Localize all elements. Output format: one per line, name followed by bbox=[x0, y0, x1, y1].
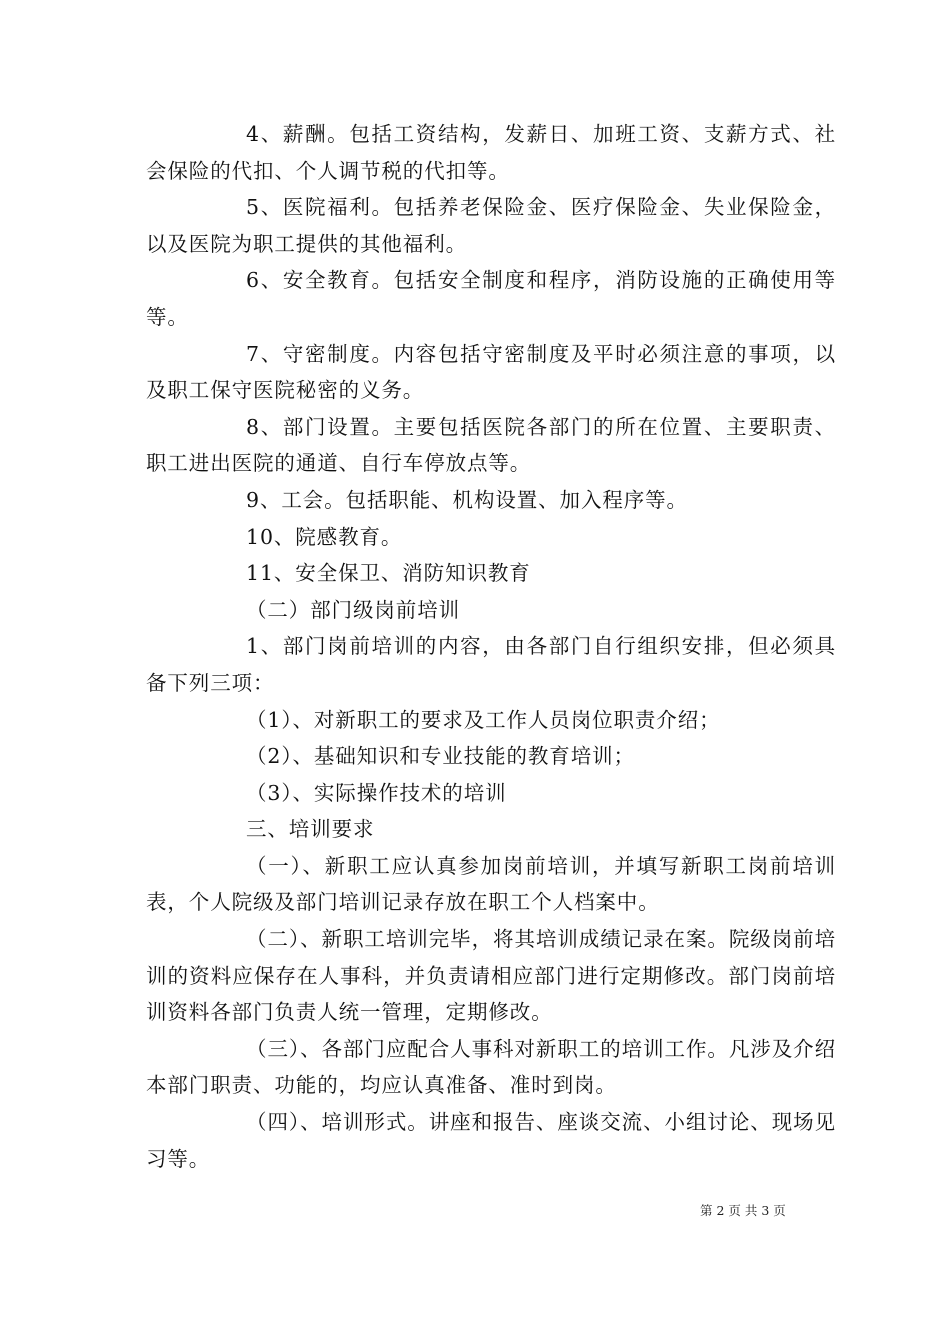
paragraph-requirement-4: （四）、培训形式。讲座和报告、座谈交流、小组讨论、现场见习等。 bbox=[146, 1110, 836, 1171]
paragraph-union: 9、工会。包括职能、机构设置、加入程序等。 bbox=[246, 487, 688, 512]
paragraph-salary: 4、薪酬。包括工资结构，发薪日、加班工资、支薪方式、社会保险的代扣、个人调节税的代扣等。 bbox=[146, 122, 836, 183]
list-item-basic-knowledge: （2）、基础知识和专业技能的教育培训； bbox=[246, 744, 635, 769]
paragraph-security-fire: 11、安全保卫、消防知识教育 bbox=[246, 561, 531, 586]
list-item-requirements: （1）、对新职工的要求及工作人员岗位职责介绍； bbox=[246, 707, 721, 732]
paragraph-requirement-3: （三）、各部门应配合人事科对新职工的培训工作。凡涉及介绍本部门职责、功能的，均应认真准备、准时到岗。 bbox=[146, 1036, 836, 1098]
paragraph-confidentiality: 7、守密制度。内容包括守密制度及平时必须注意的事项，以及职工保守医院秘密的义务。 bbox=[146, 341, 836, 403]
paragraph-safety-education: 6、安全教育。包括安全制度和程序，消防设施的正确使用等等。 bbox=[146, 268, 836, 329]
paragraph-departments: 8、部门设置。主要包括医院各部门的所在位置、主要职责、职工进出医院的通道、自行车停放点等。 bbox=[146, 414, 836, 476]
paragraph-department-training-content: 1、部门岗前培训的内容，由各部门自行组织安排，但必须具备下列三项： bbox=[146, 634, 836, 695]
paragraph-requirement-1: （一）、新职工应认真参加岗前培训，并填写新职工岗前培训表，个人院级及部门培训记录存放在职工个人档案中。 bbox=[146, 853, 836, 915]
list-item-practical-skills: （3）、实际操作技术的培训 bbox=[246, 780, 507, 805]
paragraph-welfare: 5、医院福利。包括养老保险金、医疗保险金、失业保险金，以及医院为职工提供的其他福利。 bbox=[146, 195, 836, 256]
document-body bbox=[146, 116, 836, 1177]
section-heading-department-training: （二）部门级岗前培训 bbox=[246, 597, 460, 622]
section-heading-training-requirements: 三、培训要求 bbox=[246, 817, 375, 842]
paragraph-requirement-2: （二）、新职工培训完毕，将其培训成绩记录在案。院级岗前培训的资料应保存在人事科，并负责请相应部门进行定期修改。部门岗前培训资料各部门负责人统一管理，定期修改。 bbox=[146, 927, 836, 1025]
page-number-footer: 第 2 页 共 3 页 bbox=[700, 1203, 786, 1218]
paragraph-infection-control: 10、院感教育。 bbox=[246, 524, 403, 549]
